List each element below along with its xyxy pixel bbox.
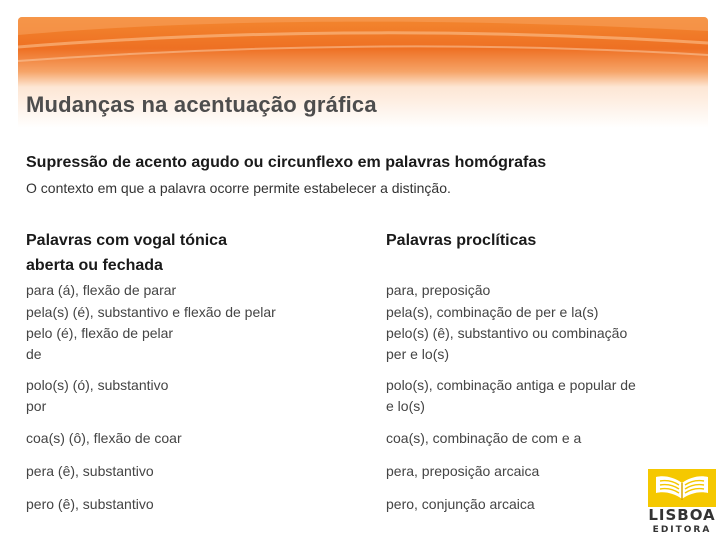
cell-line: pero, conjunção arcaica — [386, 496, 535, 512]
cell-line: pera (ê), substantivo — [26, 463, 154, 479]
table-row-4-left — [26, 461, 356, 482]
cell-line: pera, preposição arcaica — [386, 463, 540, 479]
table-row-3-right — [386, 428, 686, 449]
cell-line: pelo(s) (ê), substantivo ou combinação — [386, 325, 628, 341]
column-header-left — [26, 228, 326, 278]
cell-line: e lo(s) — [386, 398, 425, 414]
banner-swoosh — [18, 17, 708, 87]
intro-text: O contexto em que a palavra ocorre permite estabelecer a distinção. — [26, 180, 451, 196]
table-row-1-left — [26, 279, 356, 365]
section-subtitle: Supressão de acento agudo ou circunflexo em palavras homógrafas — [26, 154, 547, 171]
cell-line: de — [26, 346, 42, 362]
table-row-2-left — [26, 375, 356, 417]
column-header-right — [386, 228, 686, 253]
cell-line: para (á), flexão de parar — [26, 282, 177, 298]
cell-line: por — [26, 398, 47, 414]
table-row-2-right — [386, 375, 686, 417]
column-header-left-line: aberta ou fechada — [26, 257, 163, 274]
logo-name: LISBOA — [648, 506, 716, 524]
table-row-1-right — [386, 279, 686, 365]
cell-line: coa(s) (ô), flexão de coar — [26, 430, 182, 446]
cell-line: pela(s), combinação de per e la(s) — [386, 304, 599, 320]
lisboa-editora-logo — [648, 469, 716, 539]
cell-line: coa(s), combinação de com e a — [386, 430, 582, 446]
cell-line: per e lo(s) — [386, 346, 450, 362]
cell-line: pela(s) (é), substantivo e flexão de pelar — [26, 304, 276, 320]
table-row-4-right — [386, 461, 686, 482]
header-banner — [18, 17, 708, 87]
table-row-5-left — [26, 494, 356, 515]
table-row-3-left — [26, 428, 356, 449]
logo-subtitle: EDITORA — [652, 525, 712, 535]
table-row-5-right — [386, 494, 686, 515]
cell-line: pelo (é), flexão de pelar — [26, 325, 174, 341]
open-book-icon — [648, 469, 716, 507]
logo-box — [648, 469, 716, 507]
column-header-right-line: Palavras proclíticas — [386, 232, 537, 249]
column-header-left-line: Palavras com vogal tónica — [26, 232, 227, 249]
cell-line: para, preposição — [386, 282, 491, 298]
cell-line: polo(s), combinação antiga e popular de — [386, 377, 636, 393]
cell-line: pero (ê), substantivo — [26, 496, 154, 512]
page-title: Mudanças na acentuação gráfica — [26, 92, 377, 117]
cell-line: polo(s) (ó), substantivo — [26, 377, 169, 393]
